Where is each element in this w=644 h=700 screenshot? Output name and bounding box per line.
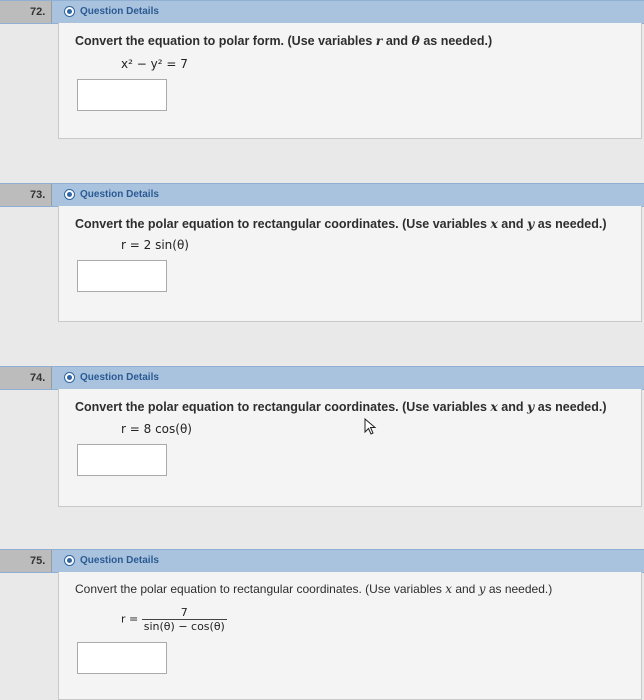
question-prompt: Convert the equation to polar form. (Use variables r and θ as needed.) [75, 33, 493, 48]
question-details-link[interactable]: Question Details [80, 6, 159, 17]
question-details-link[interactable]: Question Details [80, 372, 159, 383]
equation: r = 2 sin(θ) [121, 238, 189, 252]
mouse-pointer-icon [364, 418, 378, 436]
question-details-link[interactable]: Question Details [80, 189, 159, 200]
question-74-header [0, 366, 644, 390]
answer-input[interactable] [77, 642, 167, 674]
question-number: 75. [0, 550, 52, 572]
question-details-link[interactable]: Question Details [80, 555, 159, 566]
question-prompt: Convert the polar equation to rectangular coordinates. (Use variables x and y as needed.) [75, 399, 607, 414]
question-number: 72. [0, 1, 52, 23]
question-73-body [58, 206, 642, 322]
equation [121, 606, 227, 633]
answer-input[interactable] [77, 444, 167, 476]
fraction-numerator: 7 [142, 606, 227, 620]
question-prompt: Convert the polar equation to rectangular coordinates. (Use variables x and y as needed.) [75, 582, 553, 596]
answer-input[interactable] [77, 260, 167, 292]
collapse-circle-icon[interactable] [64, 6, 75, 17]
question-number: 73. [0, 184, 52, 206]
collapse-circle-icon[interactable] [64, 189, 75, 200]
equation-lhs: r = [121, 612, 139, 626]
question-75-header [0, 549, 644, 573]
collapse-circle-icon[interactable] [64, 372, 75, 383]
collapse-circle-icon[interactable] [64, 555, 75, 566]
question-75-body [58, 572, 642, 700]
question-number: 74. [0, 367, 52, 389]
question-73-header [0, 183, 644, 207]
question-72-header [0, 0, 644, 24]
question-prompt: Convert the polar equation to rectangular coordinates. (Use variables x and y as needed.) [75, 216, 607, 231]
equation: r = 8 cos(θ) [121, 422, 192, 436]
question-72-body [58, 23, 642, 139]
question-74-body [58, 389, 642, 507]
fraction-denominator: sin(θ) − cos(θ) [143, 620, 225, 633]
answer-input[interactable] [77, 79, 167, 111]
fraction [142, 606, 227, 633]
equation: x² − y² = 7 [121, 57, 188, 71]
